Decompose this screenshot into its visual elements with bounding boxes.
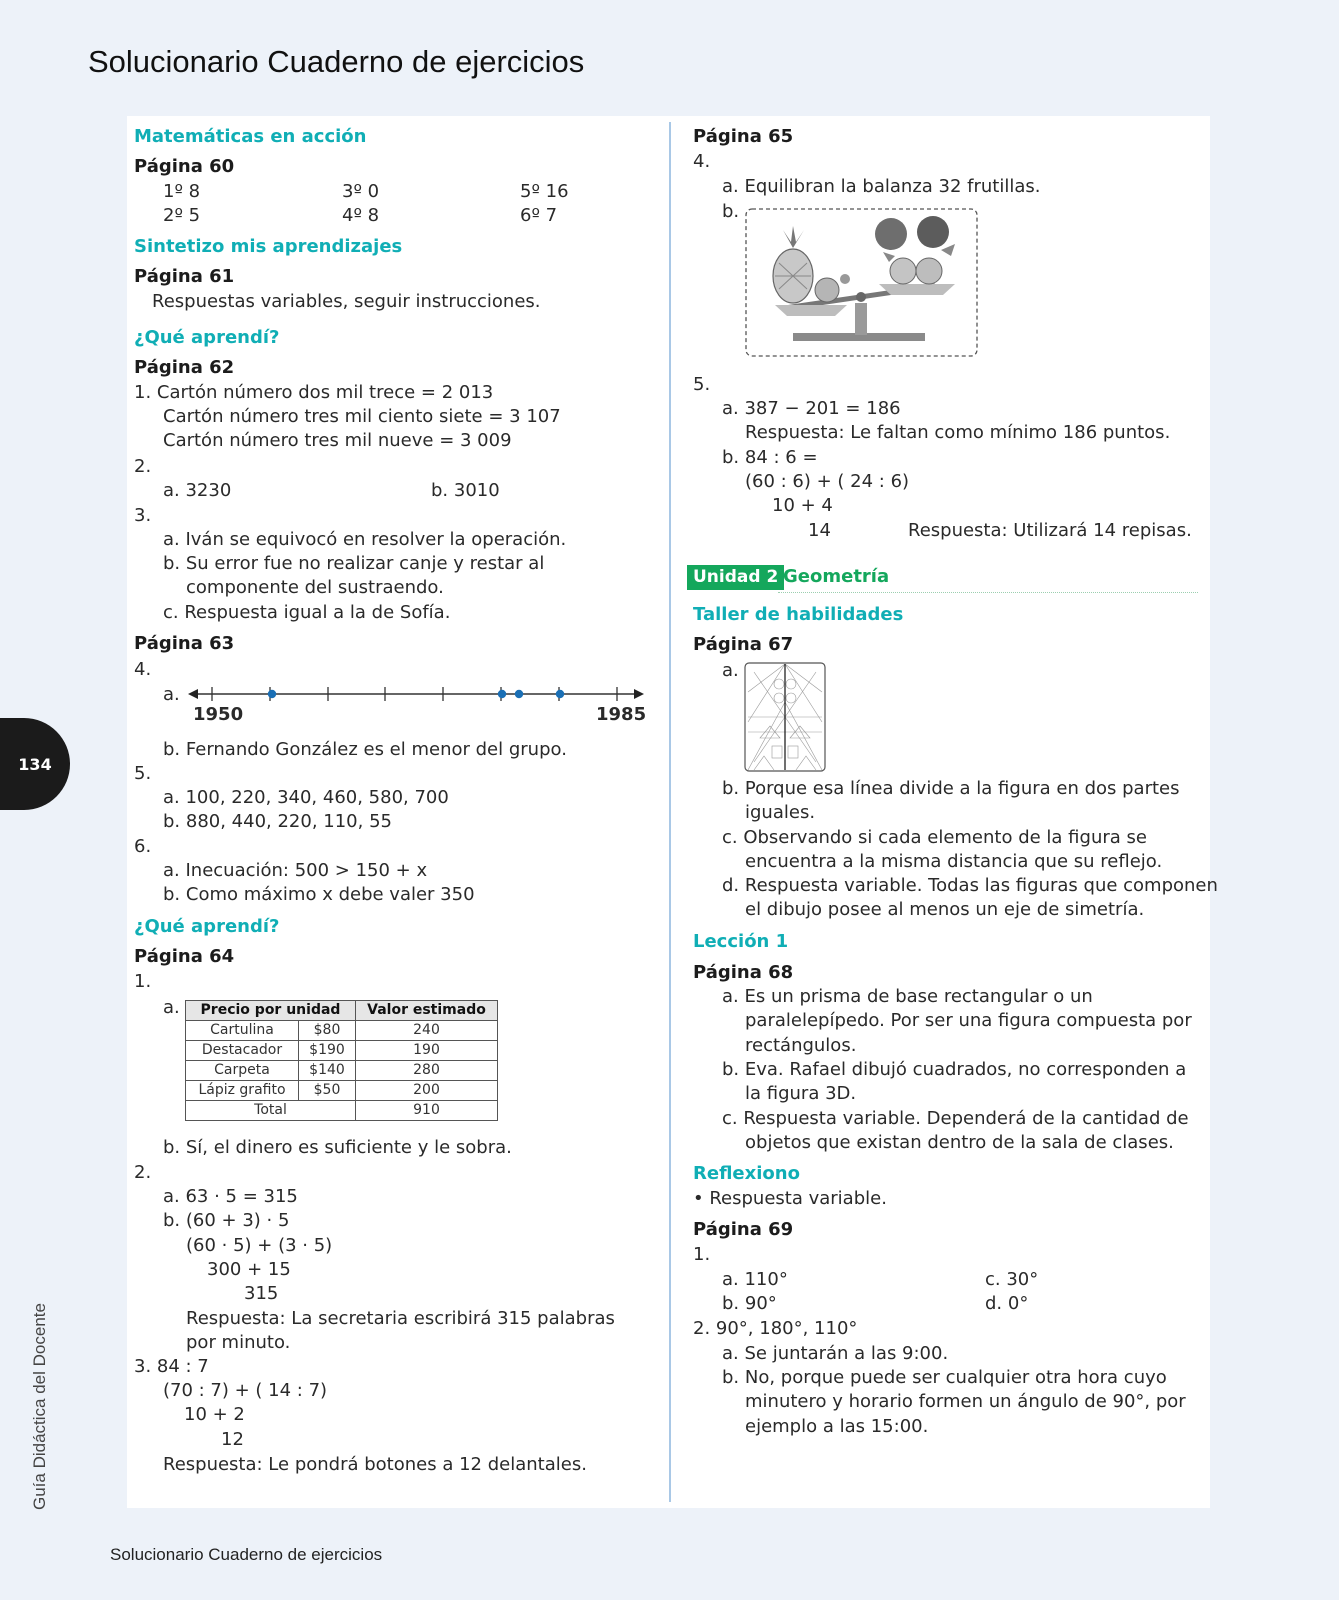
table-cell: Cartulina: [186, 1021, 299, 1041]
answer: 1º 8: [163, 181, 201, 202]
answer: b. Eva. Rafael dibujó cuadrados, no corresponden a: [722, 1059, 1187, 1080]
answer: 1. Cartón número dos mil trece = 2 013: [134, 382, 494, 403]
answer: iguales.: [745, 802, 816, 823]
table-total-row: [186, 1101, 498, 1121]
table-cell: Destacador: [186, 1041, 299, 1061]
table-row: [186, 1041, 498, 1061]
answer: b. 3010: [431, 480, 500, 501]
answer: • Respuesta variable.: [693, 1188, 887, 1209]
answer: b. Sí, el dinero es suficiente y le sobra.: [163, 1137, 512, 1158]
page-heading: Página 65: [693, 126, 794, 147]
answer: b.: [722, 201, 740, 222]
answer: 2. 90°, 180°, 110°: [693, 1318, 858, 1339]
price-table: [185, 1000, 498, 1121]
page-heading: Página 69: [693, 1219, 794, 1240]
table-cell: 200: [356, 1081, 498, 1101]
table-cell: $80: [299, 1021, 356, 1041]
answer: b. Su error fue no realizar canje y restar al: [163, 553, 545, 574]
answer: a. 110°: [722, 1269, 788, 1290]
unit-badge: Unidad 2: [687, 565, 784, 590]
table-cell: Lápiz grafito: [186, 1081, 299, 1101]
answer: b. Como máximo x debe valer 350: [163, 884, 475, 905]
answer: 5.: [134, 763, 152, 784]
table-cell: Total: [186, 1101, 356, 1121]
answer: encuentra a la misma distancia que su reflejo.: [745, 851, 1163, 872]
table-row: [186, 1061, 498, 1081]
answer: c. Respuesta variable. Dependerá de la cantidad de: [722, 1108, 1189, 1129]
table-row: [186, 1021, 498, 1041]
page-title: Solucionario Cuaderno de ejercicios: [88, 44, 585, 79]
answer: 10 + 4: [772, 495, 833, 516]
answer: b. 84 : 6 =: [722, 447, 818, 468]
page-heading: Página 60: [134, 156, 235, 177]
answer: a.: [163, 684, 180, 705]
table-header: Precio por unidad: [186, 1001, 356, 1021]
answer: minutero y horario formen un ángulo de 90°, por: [745, 1391, 1186, 1412]
vertical-label: Guía Didáctica del Docente: [30, 1303, 49, 1510]
answer: a. Inecuación: 500 > 150 + x: [163, 860, 428, 881]
answer: b. (60 + 3) · 5: [163, 1210, 290, 1231]
section-heading: Reflexiono: [693, 1163, 800, 1184]
answer: c. Respuesta igual a la de Sofía.: [163, 602, 451, 623]
table-cell: 240: [356, 1021, 498, 1041]
page-heading: Página 64: [134, 946, 235, 967]
answer: a. 387 − 201 = 186: [722, 398, 901, 419]
section-heading: Lección 1: [693, 931, 789, 952]
table-cell: 190: [356, 1041, 498, 1061]
answer: a. Equilibran la balanza 32 frutillas.: [722, 176, 1041, 197]
answer: b. 880, 440, 220, 110, 55: [163, 811, 392, 832]
answer: Cartón número tres mil nueve = 3 009: [163, 430, 512, 451]
section-heading: ¿Qué aprendí?: [134, 327, 280, 348]
answer: (70 : 7) + ( 14 : 7): [163, 1380, 328, 1401]
table-cell: $140: [299, 1061, 356, 1081]
answer: (60 · 5) + (3 · 5): [186, 1235, 333, 1256]
column-divider: [669, 122, 671, 1502]
answer: d. 0°: [985, 1293, 1029, 1314]
answer: 1.: [693, 1244, 711, 1265]
answer: 2º 5: [163, 205, 201, 226]
answer: rectángulos.: [745, 1035, 857, 1056]
page-number-tab: 134: [0, 718, 70, 810]
table-cell: 910: [356, 1101, 498, 1121]
answer: 2.: [134, 456, 152, 477]
page-heading: Página 61: [134, 266, 235, 287]
answer: Respuesta: La secretaria escribirá 315 palabras: [186, 1308, 615, 1329]
table-cell: $50: [299, 1081, 356, 1101]
symmetry-figure: [744, 662, 826, 772]
table-cell: Carpeta: [186, 1061, 299, 1081]
table-row: [186, 1081, 498, 1101]
answer: la figura 3D.: [745, 1083, 857, 1104]
answer: Respuestas variables, seguir instrucciones.: [152, 291, 541, 312]
answer: c. 30°: [985, 1269, 1039, 1290]
answer: 6º 7: [520, 205, 558, 226]
answer: (60 : 6) + ( 24 : 6): [745, 471, 910, 492]
answer: 4.: [134, 659, 152, 680]
unit-title: Geometría: [783, 566, 890, 587]
page-heading: Página 63: [134, 633, 235, 654]
answer: b. Fernando González es el menor del grupo.: [163, 739, 567, 760]
balance-illustration: [745, 208, 978, 358]
answer: 14: [808, 520, 831, 541]
answer: a. Es un prisma de base rectangular o un: [722, 986, 1093, 1007]
answer: Cartón número tres mil ciento siete = 3 107: [163, 406, 561, 427]
answer: a. 63 · 5 = 315: [163, 1186, 298, 1207]
answer: a. Iván se equivocó en resolver la operación.: [163, 529, 567, 550]
answer: 10 + 2: [184, 1404, 245, 1425]
answer: 4.: [693, 151, 711, 172]
table-cell: $190: [299, 1041, 356, 1061]
section-heading: ¿Qué aprendí?: [134, 916, 280, 937]
answer: Respuesta: Le pondrá botones a 12 delantales.: [163, 1454, 587, 1475]
table-cell: 280: [356, 1061, 498, 1081]
answer: b. 90°: [722, 1293, 777, 1314]
answer: 12: [221, 1429, 244, 1450]
answer: paralelepípedo. Por ser una figura compuesta por: [745, 1010, 1192, 1031]
section-heading: Sintetizo mis aprendizajes: [134, 236, 403, 257]
answer: ejemplo a las 15:00.: [745, 1416, 929, 1437]
answer: a. 3230: [163, 480, 232, 501]
answer: 1.: [134, 971, 152, 992]
answer: componente del sustraendo.: [186, 577, 444, 598]
answer: 5º 16: [520, 181, 569, 202]
answer: a. 100, 220, 340, 460, 580, 700: [163, 787, 449, 808]
answer: el dibujo posee al menos un eje de simetría.: [745, 899, 1145, 920]
answer: por minuto.: [186, 1332, 291, 1353]
footer-text: Solucionario Cuaderno de ejercicios: [110, 1545, 383, 1564]
unit-separator: [778, 592, 1198, 593]
answer: Respuesta: Le faltan como mínimo 186 puntos.: [745, 422, 1171, 443]
page-heading: Página 62: [134, 357, 235, 378]
section-heading: Matemáticas en acción: [134, 126, 367, 147]
answer: c. Observando si cada elemento de la figura se: [722, 827, 1147, 848]
answer: 6.: [134, 836, 152, 857]
answer: 3º 0: [342, 181, 380, 202]
section-heading: Taller de habilidades: [693, 604, 904, 625]
answer: b. Porque esa línea divide a la figura en dos partes: [722, 778, 1180, 799]
answer: a.: [722, 660, 739, 681]
number-line-end: 1985: [596, 704, 647, 725]
answer: 3. 84 : 7: [134, 1356, 209, 1377]
number-line-start: 1950: [193, 704, 244, 725]
answer: 300 + 15: [207, 1259, 291, 1280]
number-line: [188, 682, 648, 706]
answer: 4º 8: [342, 205, 380, 226]
answer: Respuesta: Utilizará 14 repisas.: [908, 520, 1192, 541]
answer: b. No, porque puede ser cualquier otra hora cuyo: [722, 1367, 1167, 1388]
answer: 2.: [134, 1162, 152, 1183]
table-header: Valor estimado: [356, 1001, 498, 1021]
answer: a.: [163, 997, 180, 1018]
answer: 315: [244, 1283, 279, 1304]
page-heading: Página 68: [693, 962, 794, 983]
page-heading: Página 67: [693, 634, 794, 655]
answer: objetos que existan dentro de la sala de clases.: [745, 1132, 1174, 1153]
answer: 3.: [134, 505, 152, 526]
answer: d. Respuesta variable. Todas las figuras que componen: [722, 875, 1218, 896]
answer: a. Se juntarán a las 9:00.: [722, 1343, 949, 1364]
answer: 5.: [693, 374, 711, 395]
